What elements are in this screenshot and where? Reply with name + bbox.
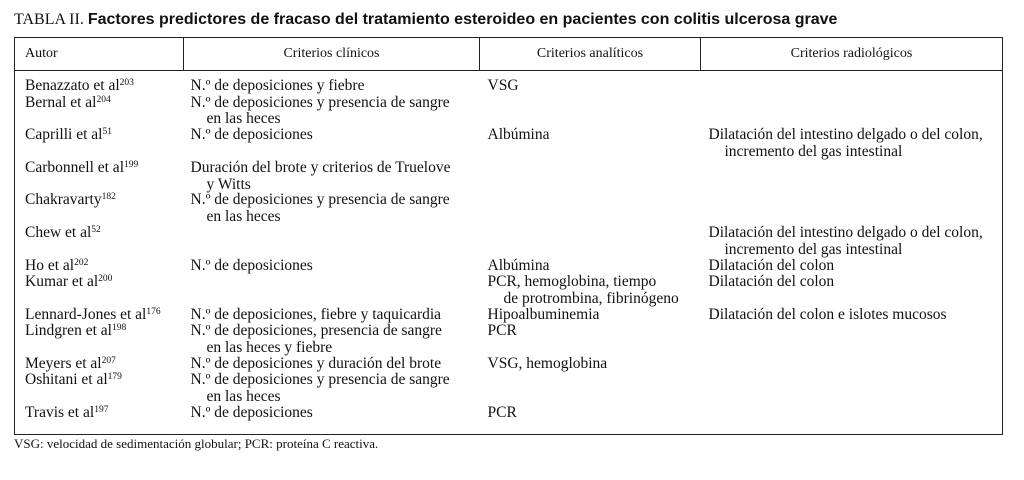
author-name: Chakravarty: [25, 191, 102, 208]
lab-criteria-cell: [488, 323, 701, 340]
author-cell: [25, 323, 184, 340]
clinical-criteria-cell-line: en las heces: [206, 207, 281, 225]
lab-column: [480, 71, 701, 435]
lab-criteria-cell-line: Albúmina: [487, 126, 550, 143]
author-name: Caprilli et al: [25, 126, 103, 143]
clinical-criteria-cell-line: en las heces: [206, 110, 281, 127]
reference-number: 52: [91, 225, 101, 235]
clinical-criteria-cell-line: N.º de deposiciones, presencia de sangre: [190, 322, 442, 339]
header-row: [15, 38, 1003, 71]
lab-criteria-cell-line: PCR: [487, 322, 517, 339]
lab-criteria-cell-line: PCR: [487, 404, 517, 421]
clinical-criteria-cell: [191, 323, 480, 356]
lab-criteria-cell: [488, 356, 701, 373]
radiological-criteria-cell: [709, 274, 1003, 291]
lab-criteria-cell: [488, 405, 701, 422]
lab-criteria-cell: [488, 307, 701, 324]
reference-number: 176: [146, 307, 161, 317]
author-cell: [25, 225, 184, 242]
author-column: [15, 71, 184, 435]
author-name: Chew et al: [25, 224, 92, 241]
column-header-author: Autor: [15, 38, 184, 71]
clinical-criteria-cell-line: N.º de deposiciones y presencia de sangre: [190, 191, 450, 208]
clinical-criteria-cell: [191, 258, 480, 275]
lab-criteria-cell-line: VSG, hemoglobina: [487, 355, 608, 372]
author-name: Bernal et al: [25, 93, 97, 111]
author-cell: [25, 95, 184, 112]
clinical-criteria-cell-line: N.º de deposiciones: [190, 257, 313, 274]
predictors-table: [14, 37, 1003, 435]
lab-criteria-cell: [488, 274, 701, 307]
reference-number: 202: [74, 258, 89, 268]
author-name: Meyers et al: [25, 355, 102, 372]
clinical-criteria-cell-line: N.º de deposiciones y fiebre: [190, 77, 365, 94]
radiological-criteria-cell-line: Dilatación del colon: [708, 273, 835, 290]
radiological-criteria-cell-line: Dilatación del intestino delgado o del colon,: [708, 126, 983, 143]
clinical-criteria-cell: [191, 372, 480, 405]
reference-number: 197: [94, 405, 109, 415]
author-name: Lennard-Jones et al: [25, 306, 147, 323]
radiological-criteria-cell: [709, 307, 1003, 324]
reference-number: 179: [107, 372, 122, 382]
clinical-criteria-cell: [191, 160, 480, 193]
author-cell: [25, 78, 184, 95]
author-cell: [25, 192, 184, 209]
clinical-criteria-cell-line: N.º de deposiciones y presencia de sangre: [190, 93, 450, 111]
table-number: TABLA II.: [14, 11, 84, 28]
clinical-criteria-cell-line: N.º de deposiciones, fiebre y taquicardia: [190, 306, 442, 323]
clinical-criteria-cell: [191, 127, 480, 144]
author-name: Carbonnell et al: [25, 159, 124, 176]
reference-number: 207: [101, 356, 116, 366]
lab-criteria-cell-line: Albúmina: [487, 257, 550, 274]
reference-number: 198: [111, 323, 127, 333]
author-cell: [25, 405, 184, 422]
radiological-criteria-cell: [709, 127, 1003, 160]
clinical-column: [184, 71, 480, 435]
table-title: [14, 10, 837, 30]
lab-criteria-cell-line: de protrombina, fibrinógeno: [503, 289, 679, 307]
author-cell: [25, 372, 184, 389]
radiological-column: [701, 71, 1003, 435]
lab-criteria-cell-line: PCR, hemoglobina, tiempo: [487, 273, 657, 290]
radiological-criteria-cell-line: Dilatación del colon e islotes mucosos: [708, 306, 947, 323]
radiological-criteria-cell-line: Dilatación del colon: [708, 257, 835, 274]
author-name: Lindgren et al: [25, 322, 112, 339]
lab-criteria-cell-line: Hipoalbuminemia: [487, 306, 600, 323]
clinical-criteria-cell: [191, 78, 480, 95]
clinical-criteria-cell-line: y Witts: [206, 175, 251, 193]
reference-number: 182: [101, 192, 116, 202]
table-body-row: [15, 71, 1003, 435]
column-header-lab: Criterios analíticos: [480, 38, 701, 71]
radiological-criteria-cell-line: incremento del gas intestinal: [724, 240, 903, 258]
radiological-criteria-cell: [709, 225, 1003, 258]
reference-number: 204: [96, 94, 111, 105]
clinical-criteria-cell-line: N.º de deposiciones y duración del brote: [190, 355, 442, 372]
clinical-criteria-cell: [191, 405, 480, 422]
author-cell: [25, 274, 184, 291]
reference-number: 199: [124, 160, 139, 170]
radiological-criteria-cell-line: incremento del gas intestinal: [724, 142, 903, 160]
column-header-clinical: Criterios clínicos: [184, 38, 480, 71]
column-header-radiological: Criterios radiológicos: [701, 38, 1003, 71]
table-caption: Factores predictores de fracaso del tratamiento esteroideo en pacientes con colitis ulcerosa grave: [87, 11, 838, 28]
author-cell: [25, 127, 184, 144]
author-name: Oshitani et al: [25, 371, 108, 388]
author-cell: [25, 160, 184, 177]
clinical-criteria-cell-line: en las heces: [206, 387, 281, 405]
clinical-criteria-cell-line: N.º de deposiciones: [190, 404, 313, 421]
clinical-criteria-cell: [191, 192, 480, 225]
lab-criteria-cell: [488, 127, 701, 144]
clinical-criteria-cell-line: en las heces y fiebre: [206, 338, 333, 356]
author-name: Kumar et al: [25, 273, 99, 290]
author-name: Benazzato et al: [25, 77, 120, 94]
author-name: Travis et al: [25, 404, 95, 421]
lab-criteria-cell: [488, 78, 701, 95]
table-footnote: VSG: velocidad de sedimentación globular; PCR: proteína C reactiva.: [14, 436, 379, 451]
reference-number: 51: [102, 127, 112, 137]
radiological-criteria-cell-line: Dilatación del intestino delgado o del colon,: [708, 224, 983, 241]
reference-number: 200: [98, 274, 113, 284]
lab-criteria-cell-line: VSG: [487, 77, 519, 94]
clinical-criteria-cell-line: N.º de deposiciones y presencia de sangre: [190, 371, 450, 388]
clinical-criteria-cell-line: Duración del brote y criterios de Truelove: [190, 159, 451, 176]
clinical-criteria-cell: [191, 95, 480, 128]
clinical-criteria-cell-line: N.º de deposiciones: [190, 126, 313, 143]
author-name: Ho et al: [25, 257, 75, 274]
reference-number: 203: [119, 78, 134, 88]
